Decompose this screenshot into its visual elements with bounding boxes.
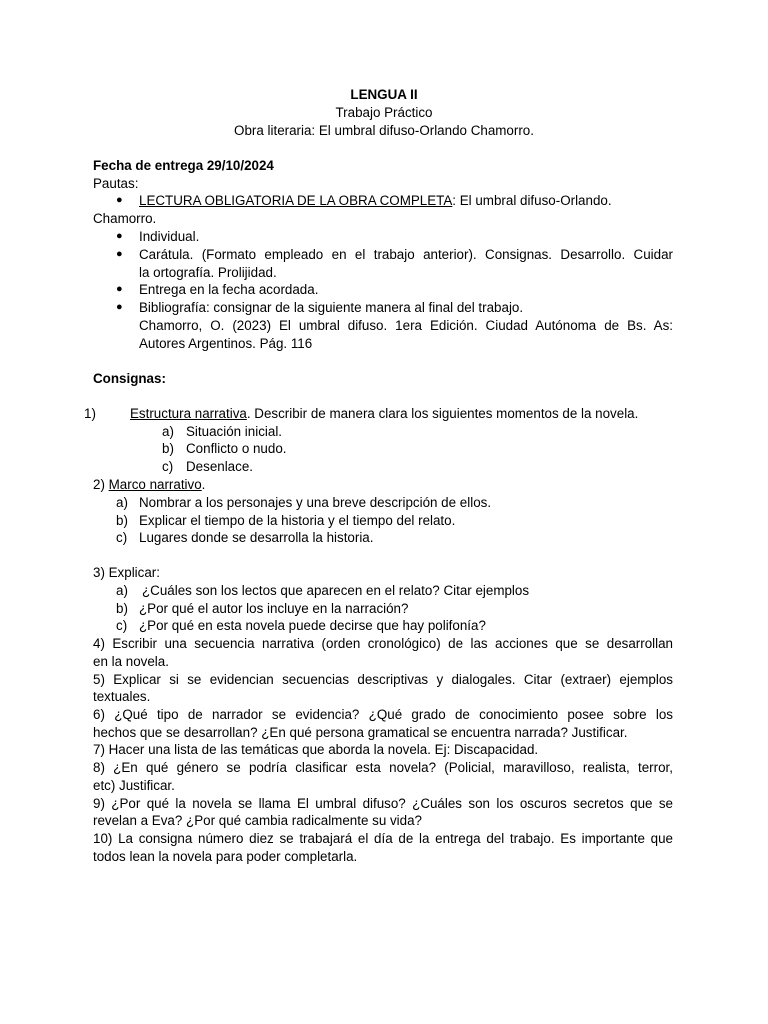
q1-item-a: Situación inicial. xyxy=(186,424,283,439)
q6-line1: 6) ¿Qué tipo de narrador se evidencia? ¿Qué grado de conocimiento posee sobre los xyxy=(93,707,673,722)
q3-item-c-letter: c) xyxy=(116,618,128,633)
q3-item-a: ¿Cuáles son los lectos que aparecen en el relato? Citar ejemplos xyxy=(142,583,530,598)
instructions-label: Consignas: xyxy=(93,371,166,386)
bullet-dot: ● xyxy=(116,248,123,260)
q2-number: 2) xyxy=(93,477,109,492)
q1-item-b: Conflicto o nudo. xyxy=(186,441,287,456)
guideline-5-line3: Autores Argentinos. Pág. 116 xyxy=(139,336,313,351)
q3-item-b-letter: b) xyxy=(116,601,128,616)
q5-line2: textuales. xyxy=(93,689,151,704)
doc-subtitle: Trabajo Práctico xyxy=(335,105,433,120)
guideline-1-emphasis: LECTURA OBLIGATORIA DE LA OBRA COMPLETA xyxy=(139,193,453,208)
q3-item-c: ¿Por qué en esta novela puede decirse que hay polifonía? xyxy=(139,618,486,633)
guideline-3-line1: Carátula. (Formato empleado en el trabajo anterior). Consignas. Desarrollo. Cuidar xyxy=(139,247,673,262)
q10-line1: 10) La consigna número diez se trabajará el día de la entrega del trabajo. Es importante que xyxy=(93,831,673,846)
q2-item-b-letter: b) xyxy=(116,513,128,528)
guideline-1-wrap: Chamorro. xyxy=(93,211,157,226)
q9-line1: 9) ¿Por qué la novela se llama El umbral difuso? ¿Cuáles son los oscuros secretos que se xyxy=(93,796,673,811)
doc-title: LENGUA II xyxy=(350,87,418,102)
q1-item-a-letter: a) xyxy=(162,424,174,439)
q9-line2: revelan a Eva? ¿Por qué cambia radicalmente su vida? xyxy=(93,813,422,828)
guideline-1 xyxy=(139,192,612,210)
q8-line1: 8) ¿En qué género se podría clasificar esta novela? (Policial, maravilloso, realista, terror, xyxy=(93,760,673,775)
q2-item-a-letter: a) xyxy=(116,495,128,510)
q2-item-a: Nombrar a los personajes y una breve descripción de ellos. xyxy=(139,495,492,510)
q2-item-b: Explicar el tiempo de la historia y el tiempo del relato. xyxy=(139,513,456,528)
guideline-3-line2: la ortografía. Prolijidad. xyxy=(139,265,277,280)
q2-item-c: Lugares donde se desarrolla la historia. xyxy=(139,530,374,545)
q1-body: . Describir de manera clara los siguientes momentos de la novela. xyxy=(246,406,639,421)
q2-item-c-letter: c) xyxy=(116,530,128,545)
bullet-dot: ● xyxy=(116,283,123,295)
q3-item-a-letter: a) xyxy=(116,583,128,598)
q10-line2: todos lean la novela para poder completarla. xyxy=(93,849,358,864)
q1-text xyxy=(130,405,638,423)
q8-line2: etc) Justificar. xyxy=(93,778,175,793)
bullet-dot: ● xyxy=(116,230,123,242)
q1-number: 1) xyxy=(84,406,96,421)
q2-title: Marco narrativo xyxy=(108,477,202,492)
q3-heading: 3) Explicar: xyxy=(93,565,160,580)
bullet-dot: ● xyxy=(116,301,123,313)
q4-line2: en la novela. xyxy=(93,654,169,669)
guideline-4: Entrega en la fecha acordada. xyxy=(139,282,319,297)
due-date: Fecha de entrega 29/10/2024 xyxy=(93,158,274,173)
guideline-2: Individual. xyxy=(139,229,200,244)
q2-heading xyxy=(93,476,205,494)
guidelines-label: Pautas: xyxy=(93,176,139,191)
guideline-5-line2: Chamorro, O. (2023) El umbral difuso. 1era Edición. Ciudad Autónoma de Bs. As: xyxy=(139,318,673,333)
q7-line1: 7) Hacer una lista de las temáticas que aborda la novela. Ej: Discapacidad. xyxy=(93,742,539,757)
bullet-dot: ● xyxy=(116,194,123,206)
q4-line1: 4) Escribir una secuencia narrativa (orden cronológico) de las acciones que se desarrollan xyxy=(93,636,673,651)
q3-item-b: ¿Por qué el autor los incluye en la narración? xyxy=(139,601,409,616)
q6-line2: hechos que se desarrollan? ¿En qué persona gramatical se encuentra narrada? Justificar. xyxy=(93,725,628,740)
q1-item-c-letter: c) xyxy=(162,459,174,474)
guideline-1-rest: : El umbral difuso-Orlando. xyxy=(452,193,612,208)
guideline-5-line1: Bibliografía: consignar de la siguiente manera al final del trabajo. xyxy=(139,300,524,315)
q1-title: Estructura narrativa xyxy=(130,406,247,421)
doc-work: Obra literaria: El umbral difuso-Orlando Chamorro. xyxy=(234,123,534,138)
q5-line1: 5) Explicar si se evidencian secuencias descriptivas y dialogales. Citar (extraer) ejemplos xyxy=(93,672,673,687)
q1-item-c: Desenlace. xyxy=(186,459,253,474)
q1-item-b-letter: b) xyxy=(162,441,174,456)
q2-dot: . xyxy=(201,477,206,492)
